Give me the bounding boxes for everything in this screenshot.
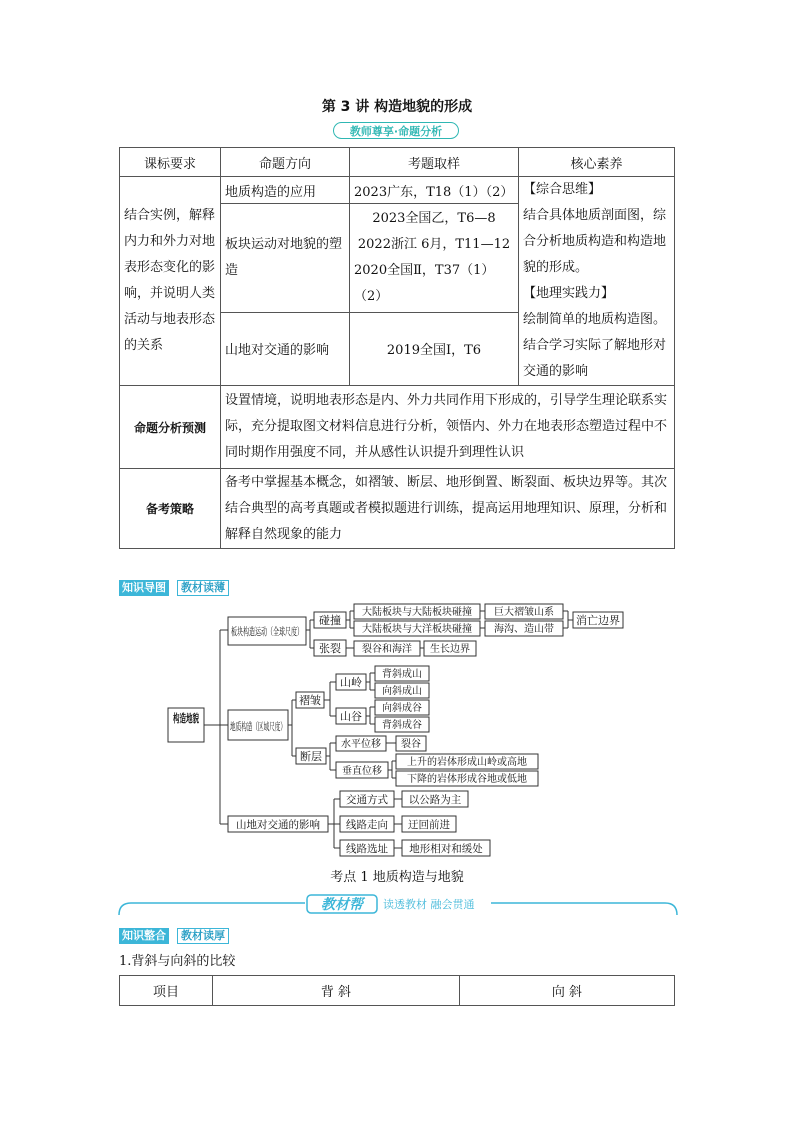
mm-root: 构造地貌 (173, 712, 217, 725)
page-title: 第 3 讲 构造地貌的形成 (321, 99, 473, 115)
teacher-pill: 教师尊享·命题分析 (333, 122, 459, 139)
mm-site: 线路选址 (346, 843, 388, 855)
compare-subtitle: 1.背斜与向斜的比较 (119, 954, 236, 969)
mm-traffic: 山地对交通的影响 (236, 819, 320, 831)
banner-brand: 教材帮 (321, 897, 363, 913)
mm-rift: 张裂 (319, 642, 341, 655)
compare-header-anticline: 背 斜 (213, 976, 460, 1006)
sample-line: 2023全国乙，T6—8 (372, 210, 496, 226)
mm-down: 下降的岩体形成谷地或低地 (407, 774, 527, 785)
mm-fault: 断层 (300, 750, 322, 763)
mm-anti-v: 背斜成谷 (382, 720, 422, 731)
literacy-line: 绘制简单的地质构造图。结合学习实际了解地形对交通的影响 (523, 312, 667, 379)
mm-geo: 地质构造（区域尺度） (230, 721, 335, 733)
samples-3: 2019全国Ⅰ，T6 (350, 312, 519, 385)
textbook-banner (115, 893, 681, 923)
literacy-line: 结合具体地质剖面图，综合分析地质构造和构造地貌的形成。 (523, 208, 667, 275)
mm-vshift: 垂直位移 (342, 766, 382, 777)
sample-line: （2） (354, 288, 389, 304)
mm-co: 大陆板块与大洋板块碰撞 (362, 624, 472, 635)
mm-anti-m: 背斜成山 (382, 669, 422, 680)
mm-trench: 海沟、造山带 (494, 624, 554, 635)
samples-2 (350, 204, 519, 313)
mm-valley: 山谷 (340, 710, 362, 723)
mm-hshift: 水平位移 (341, 739, 381, 750)
direction-2: 板块运动对地貌的塑造 (221, 204, 350, 313)
mm-rift-r: 裂谷和海洋 (362, 644, 412, 655)
sample-line: 2022浙江 6月，T11—12 (357, 236, 511, 252)
mm-detour: 迂回前进 (408, 819, 450, 831)
sample-line: 2020全国Ⅱ，T37（1） (354, 262, 495, 278)
forecast-text: 设置情境，说明地表形态是内、外力共同作用下形成的，引导学生理论联系实际，充分提取图文材料信息进行分析，领悟内、外力在地表形态塑造过程中不同时期作用强度不同，并从感性认识提升到理性认识 (221, 386, 675, 469)
mm-mode: 交通方式 (346, 794, 388, 806)
syllabus-table (119, 147, 675, 549)
literacy-line: 【综合思维】 (523, 182, 602, 197)
compare-header-item: 项目 (120, 976, 213, 1006)
mm-vanish: 消亡边界 (576, 614, 620, 627)
tag-read-thin: 教材读薄 (177, 580, 229, 596)
forecast-label: 命题分析预测 (120, 386, 221, 469)
header-literacy: 核心素养 (519, 148, 675, 177)
mm-collide: 碰撞 (319, 614, 341, 627)
mm-syn-m: 向斜成山 (382, 686, 422, 697)
mm-plate: 板块构造运动（全球尺度） (231, 626, 357, 638)
samples-1: 2023广东，T18（1）（2） (350, 177, 519, 204)
tag-knowledge-map: 知识导图 (119, 580, 169, 596)
header-standard: 课标要求 (120, 148, 221, 177)
header-direction: 命题方向 (221, 148, 350, 177)
mm-route: 线路走向 (346, 819, 388, 831)
compare-header-syncline: 向 斜 (460, 976, 675, 1006)
tag-read-thick: 教材读厚 (177, 928, 229, 944)
mm-ridge: 山岭 (340, 676, 362, 689)
mm-flat: 地形相对和缓处 (409, 843, 483, 855)
compare-table (119, 975, 675, 1006)
mm-road: 以公路为主 (408, 794, 462, 806)
tag-integration: 知识整合 (119, 928, 169, 944)
section-title: 考点 1 地质构造与地貌 (330, 870, 464, 885)
mm-cc: 大陆板块与大陆板块碰撞 (362, 607, 472, 618)
banner-slogan: 读透教材 融会贯通 (383, 898, 475, 911)
direction-1: 地质构造的应用 (221, 177, 350, 204)
mm-grow: 生长边界 (430, 644, 470, 655)
mind-map (0, 600, 794, 862)
literacy-cell (519, 177, 675, 386)
direction-3: 山地对交通的影响 (221, 312, 350, 385)
literacy-line: 【地理实践力】 (523, 286, 615, 301)
standard-cell: 结合实例，解释内力和外力对地表形态变化的影响，并说明人类活动与地表形态的关系 (120, 177, 221, 386)
strategy-label: 备考策略 (120, 469, 221, 549)
strategy-text: 备考中掌握基本概念，如褶皱、断层、地形倒置、断裂面、板块边界等。其次结合典型的高考真题或者模拟题进行训练，提高运用地理知识、原理，分析和解释自然现象的能力 (221, 469, 675, 549)
mm-crack: 裂谷 (401, 739, 421, 750)
mm-syn-v: 向斜成谷 (382, 703, 422, 714)
mm-fold: 褶皱 (299, 694, 321, 707)
mm-fold-mtn: 巨大褶皱山系 (494, 607, 554, 618)
header-samples: 考题取样 (350, 148, 519, 177)
mm-up: 上升的岩体形成山岭或高地 (407, 757, 527, 768)
